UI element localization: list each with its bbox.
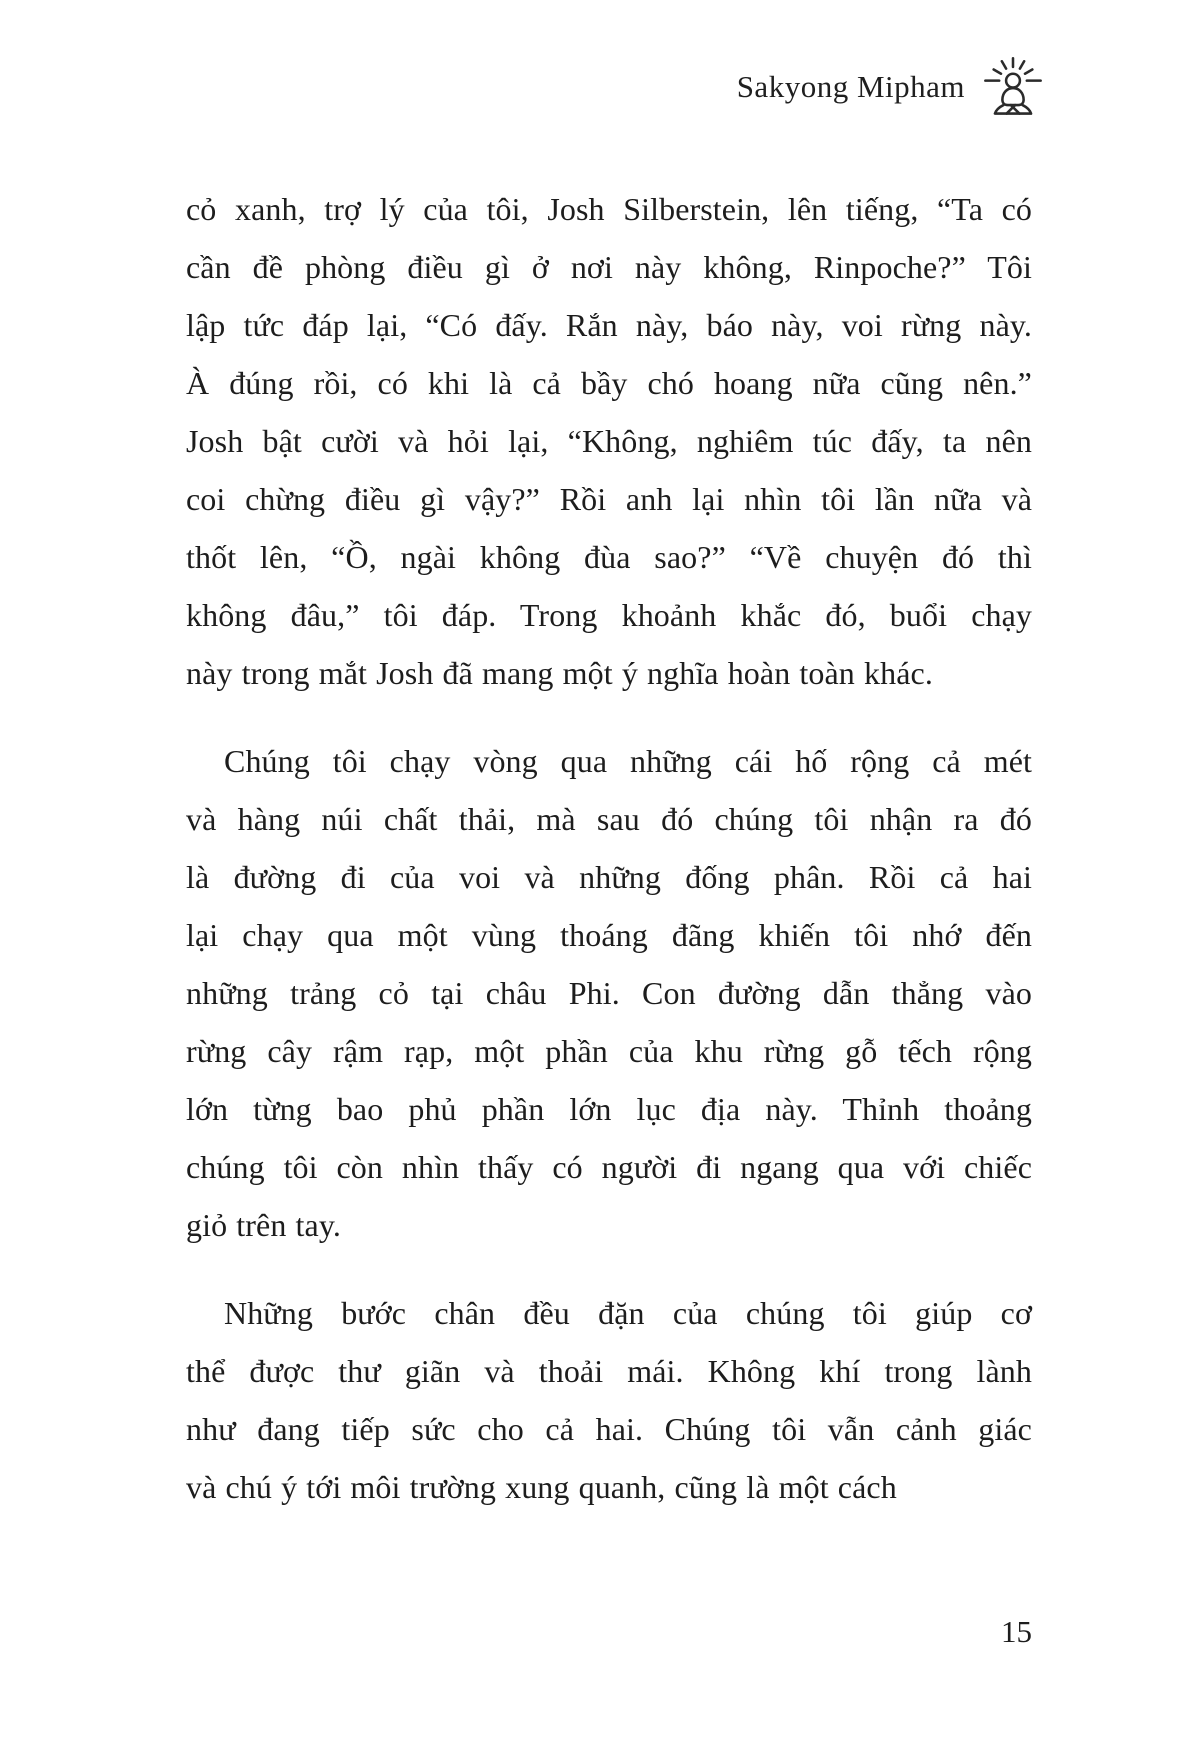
running-head-author: Sakyong Mipham <box>736 68 965 104</box>
text-line: và hàng núi chất thải, mà sau đó chúng tôi nhận ra đó <box>186 801 1032 837</box>
page-number: 15 <box>1001 1614 1032 1649</box>
text-line: rừng cây rậm rạp, một phần của khu rừng gỗ tếch rộng <box>186 1033 1032 1069</box>
text-line: Những bước chân đều đặn của chúng tôi giúp cơ <box>224 1295 1032 1331</box>
meditating-person-icon <box>979 52 1047 122</box>
page-body <box>186 180 1032 1516</box>
text-line: và chú ý tới môi trường xung quanh, cũng là một cách <box>186 1469 897 1505</box>
text-line: lập tức đáp lại, “Có đấy. Rắn này, báo này, voi rừng này. <box>186 307 1032 343</box>
text-line: lớn từng bao phủ phần lớn lục địa này. Thỉnh thoảng <box>186 1091 1032 1127</box>
text-line: coi chừng điều gì vậy?” Rồi anh lại nhìn tôi lần nữa và <box>186 481 1032 517</box>
text-line: lại chạy qua một vùng thoáng đãng khiến tôi nhớ đến <box>186 917 1032 953</box>
paragraph <box>186 1284 1032 1516</box>
text-line: Chúng tôi chạy vòng qua những cái hố rộng cả mét <box>224 743 1032 779</box>
text-line: chúng tôi còn nhìn thấy có người đi ngang qua với chiếc <box>186 1149 1032 1185</box>
text-line: như đang tiếp sức cho cả hai. Chúng tôi vẫn cảnh giác <box>186 1411 1032 1447</box>
text-line: là đường đi của voi và những đống phân. Rồi cả hai <box>186 859 1032 895</box>
text-line: thể được thư giãn và thoải mái. Không khí trong lành <box>186 1353 1032 1389</box>
paragraph <box>186 180 1032 702</box>
text-line: này trong mắt Josh đã mang một ý nghĩa hoàn toàn khác. <box>186 655 933 691</box>
text-line: cần đề phòng điều gì ở nơi này không, Rinpoche?” Tôi <box>186 249 1032 285</box>
text-line: không đâu,” tôi đáp. Trong khoảnh khắc đó, buổi chạy <box>186 597 1032 633</box>
text-line: giỏ trên tay. <box>186 1207 341 1243</box>
text-line: À đúng rồi, có khi là cả bầy chó hoang nữa cũng nên.” <box>186 365 1032 401</box>
text-line: cỏ xanh, trợ lý của tôi, Josh Silberstein, lên tiếng, “Ta có <box>186 191 1032 227</box>
paragraph <box>186 732 1032 1254</box>
text-line: thốt lên, “Ồ, ngài không đùa sao?” “Về chuyện đó thì <box>186 539 1032 575</box>
text-line: Josh bật cười và hỏi lại, “Không, nghiêm túc đấy, ta nên <box>186 423 1032 459</box>
running-header <box>737 52 1047 122</box>
text-line: những trảng cỏ tại châu Phi. Con đường dẫn thẳng vào <box>186 975 1032 1011</box>
